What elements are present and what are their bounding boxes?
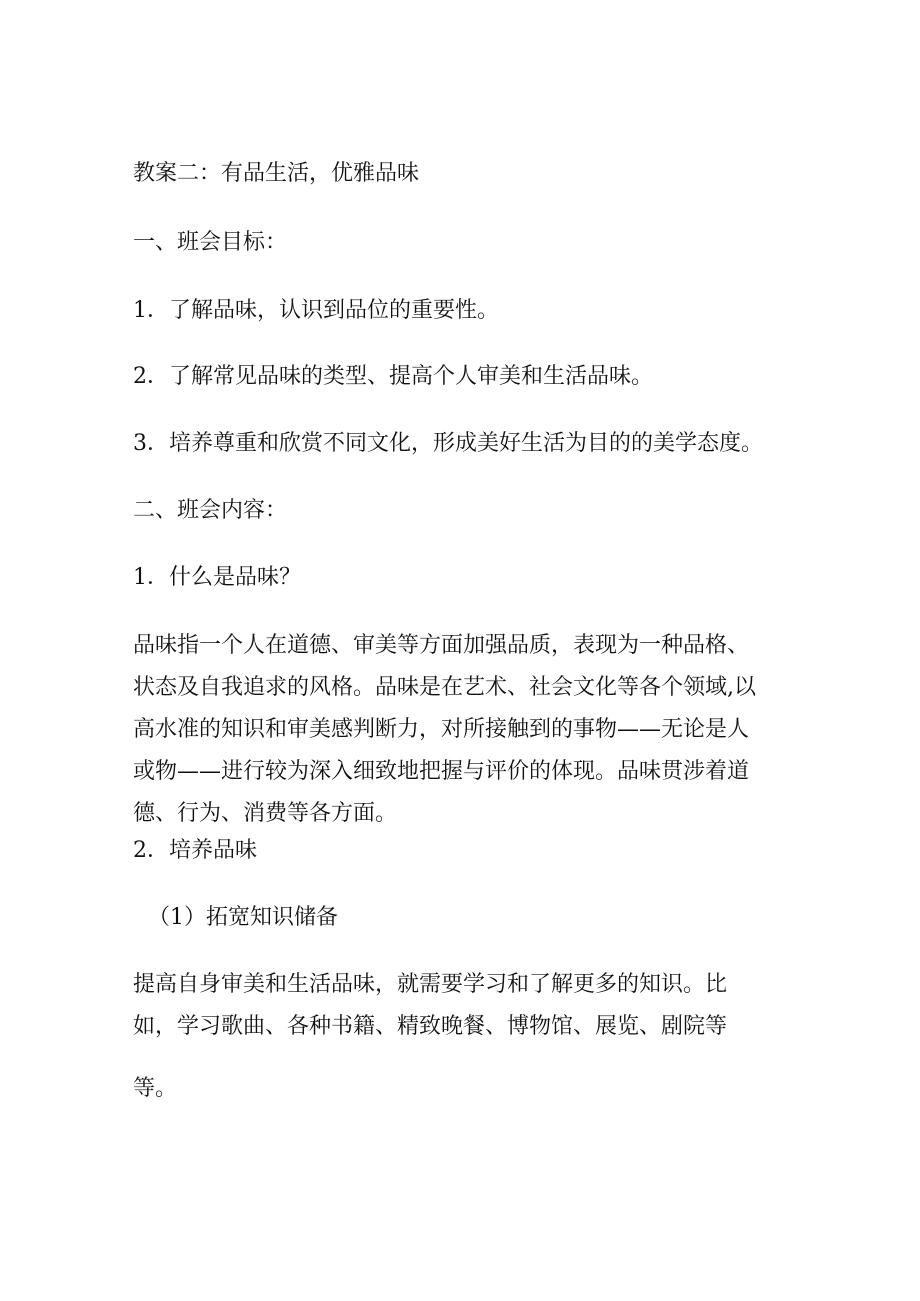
goal-item-1: 1．了解品味，认识到品位的重要性。 [133, 298, 499, 323]
content-item-1-heading: 1．什么是品味？ [133, 565, 301, 590]
content-item-1-body [133, 625, 793, 835]
goal-item-2: 2．了解常见品味的类型、提高个人审美和生活品味。 [133, 364, 653, 389]
body-line: 品味指一个人在道德、审美等方面加强品质，表现为一种品格、 [133, 633, 750, 658]
section-heading-goals: 一、班会目标： [133, 230, 288, 255]
body-line: 德、行为、消费等各方面。 [133, 801, 398, 826]
content-item-2-heading: 2．培养品味 [133, 838, 257, 863]
body-line: 提高自身审美和生活品味，就需要学习和了解更多的知识。比 [133, 972, 728, 997]
body-line: 如，学习歌曲、各种书籍、精致晚餐、博物馆、展览、剧院等 [133, 1014, 728, 1039]
sub-item-1-heading: （1）拓宽知识储备 [148, 905, 338, 930]
body-line: 或物——进行较为深入细致地把握与评价的体现。品味贯涉着道 [133, 759, 750, 784]
body-line: 状态及自我追求的风格。品味是在艺术、社会文化等各个领域,以 [133, 675, 756, 700]
sub-item-1-body [133, 964, 793, 1048]
document-title: 教案二：有品生活，优雅品味 [133, 161, 420, 186]
body-line: 高水准的知识和审美感判断力，对所接触到的事物——无论是人 [133, 717, 750, 742]
sub-item-1-tail: 等。 [133, 1076, 178, 1101]
goal-item-3: 3．培养尊重和欣赏不同文化，形成美好生活为目的的美学态度。 [133, 431, 763, 456]
section-heading-content: 二、班会内容： [133, 498, 288, 523]
